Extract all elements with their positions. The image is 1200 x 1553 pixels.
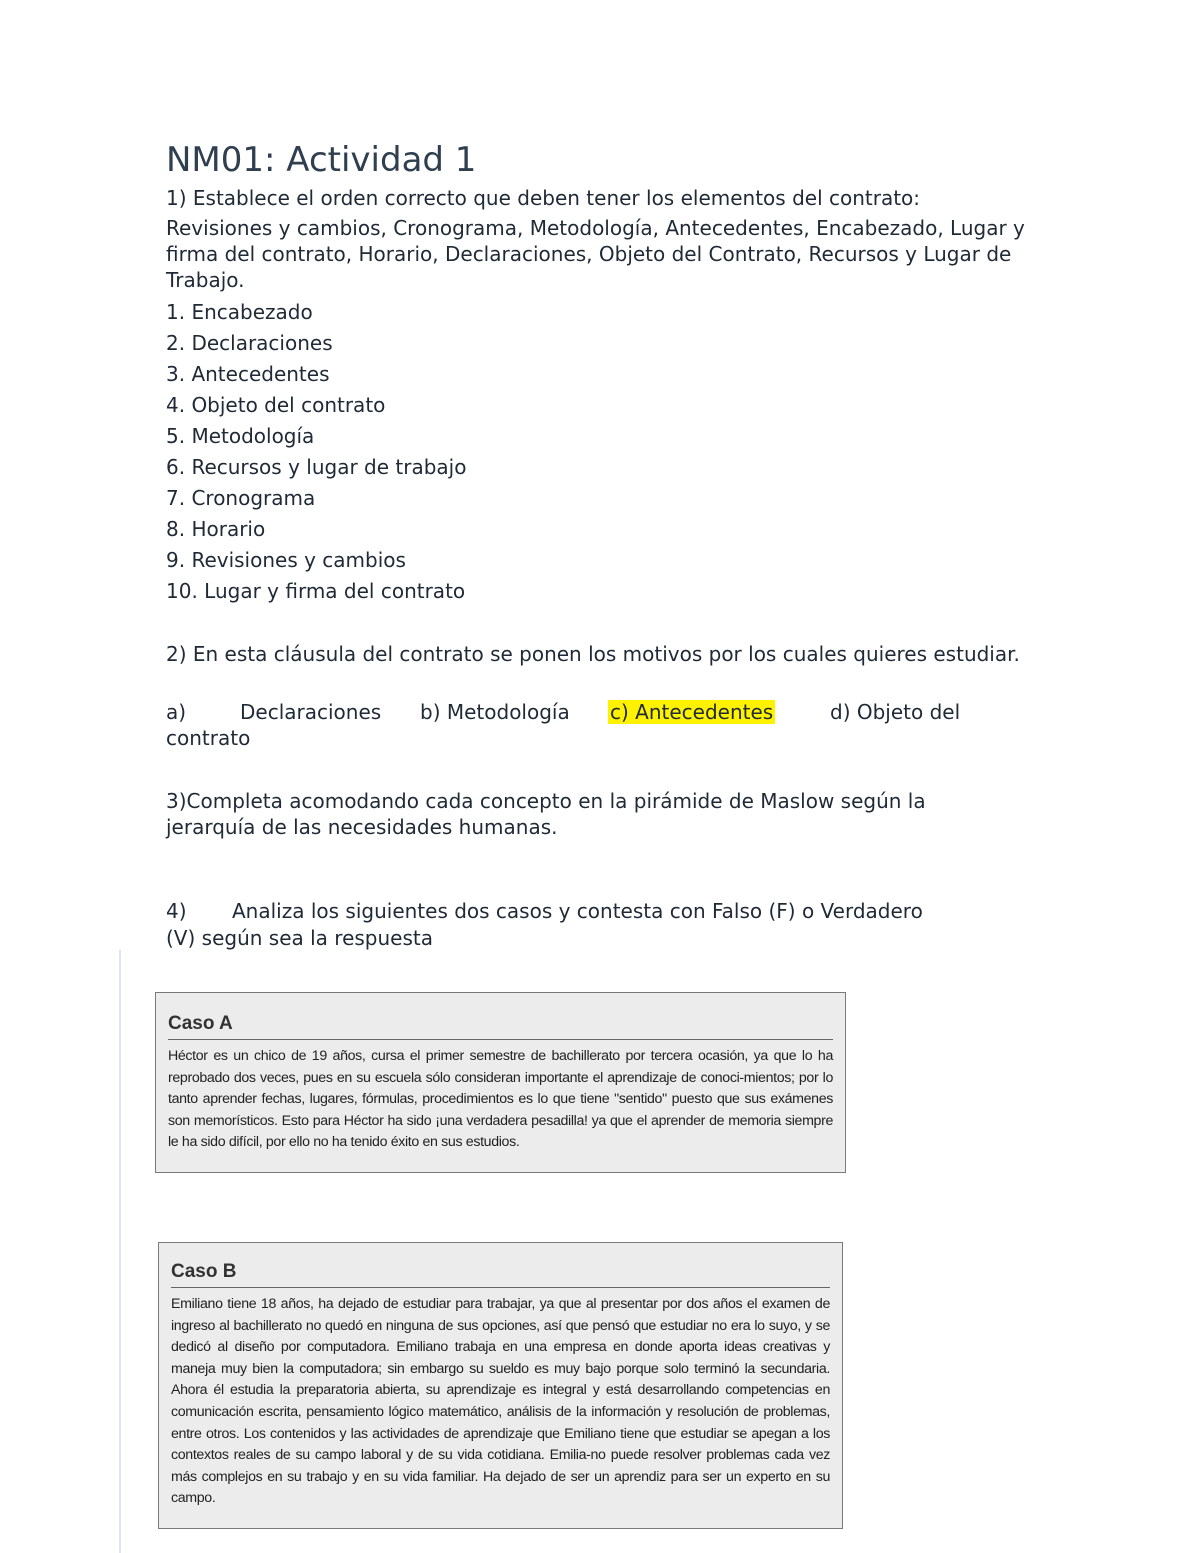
answer-item: 2. Declaraciones	[166, 331, 333, 355]
answer-item: 1. Encabezado	[166, 300, 313, 324]
option-a: Declaraciones	[240, 700, 382, 724]
option-b: b) Metodología	[420, 700, 570, 724]
case-b-box	[158, 1242, 843, 1529]
case-a-body: Héctor es un chico de 19 años, cursa el primer semestre de bachillerato por tercera ocasión, ya que lo ha reprobado dos veces, pues en su escuela sólo consideran importante el aprendizaje de conoci-mientos; por lo tanto aprender fechas, lugares, fórmulas, procedimientos es lo que tiene "sentido" puesto que sus exámenes son memorísticos. Esto para Héctor ha sido ¡una verdadera pesadilla! ya que el aprender de memoria siempre le ha sido difícil, por ello no ha tenido éxito en sus estudios.	[168, 1048, 833, 1151]
option-d: d) Objeto del	[830, 700, 961, 724]
option-c: c) Antecedentes	[610, 700, 774, 724]
option-c-highlighted	[608, 699, 775, 725]
answer-item: 3. Antecedentes	[166, 362, 330, 386]
case-a-box	[155, 992, 846, 1173]
answer-item: 5. Metodología	[166, 424, 315, 448]
answer-item: 8. Horario	[166, 517, 266, 541]
option-d-continued: contrato	[166, 726, 251, 750]
q2-prompt: 2) En esta cláusula del contrato se ponen los motivos por los cuales quieres estudiar.	[166, 642, 1020, 666]
q1-elements: Revisiones y cambios, Cronograma, Metodología, Antecedentes, Encabezado, Lugar y firma del contrato, Horario, Declaraciones, Objeto del Contrato, Recursos y Lugar de Trabajo.	[166, 216, 1025, 292]
case-b-body: Emiliano tiene 18 años, ha dejado de estudiar para trabajar, ya que al presentar por dos años el examen de ingreso al bachillerato no quedó en ninguna de sus opciones, así que pensó que estudiar no era lo suyo, y se dedicó al diseño por computadora. Emiliano trabaja en una empresa en donde aporta ideas creativas y maneja muy bien la computadora; sin embargo su sueldo es muy bajo porque solo terminó la secundaria. Ahora él estudia la preparatoria abierta, su aprendizaje es integral y está desarrollando competencias en comunicación escrita, pensamiento lógico matemático, análisis de la información y resolución de problemas, entre otros. Los contenidos y las actividades de aprendizaje que Emiliano tiene que estudiar se apegan a los contextos reales de su campo laboral y de su vida cotidiana. Emilia-no puede resolver problemas cada vez más complejos en su trabajo y en su vida familiar. Ha dejado de ser un aprendiz para ser un experto en su campo.	[171, 1296, 830, 1507]
q4-number: 4)	[166, 899, 187, 923]
q3-line2: jerarquía de las necesidades humanas.	[166, 815, 558, 839]
answer-item: 9. Revisiones y cambios	[166, 548, 406, 572]
option-a-label: a)	[166, 700, 187, 724]
q4-line2: (V) según sea la respuesta	[166, 926, 433, 950]
answer-item: 10. Lugar y firma del contrato	[166, 579, 466, 603]
q3-line1: 3)Completa acomodando cada concepto en la pirámide de Maslow según la	[166, 789, 926, 813]
page-title: NM01: Actividad 1	[166, 140, 477, 180]
case-b-title: Caso B	[171, 1261, 830, 1288]
answer-item: 6. Recursos y lugar de trabajo	[166, 455, 467, 479]
answer-item: 7. Cronograma	[166, 486, 316, 510]
q1-prompt: 1) Establece el orden correcto que deben tener los elementos del contrato:	[166, 186, 921, 210]
case-a-title: Caso A	[168, 1013, 833, 1040]
answer-item: 4. Objeto del contrato	[166, 393, 386, 417]
margin-bar	[119, 950, 121, 1553]
q4-line1: Analiza los siguientes dos casos y contesta con Falso (F) o Verdadero	[232, 899, 923, 923]
